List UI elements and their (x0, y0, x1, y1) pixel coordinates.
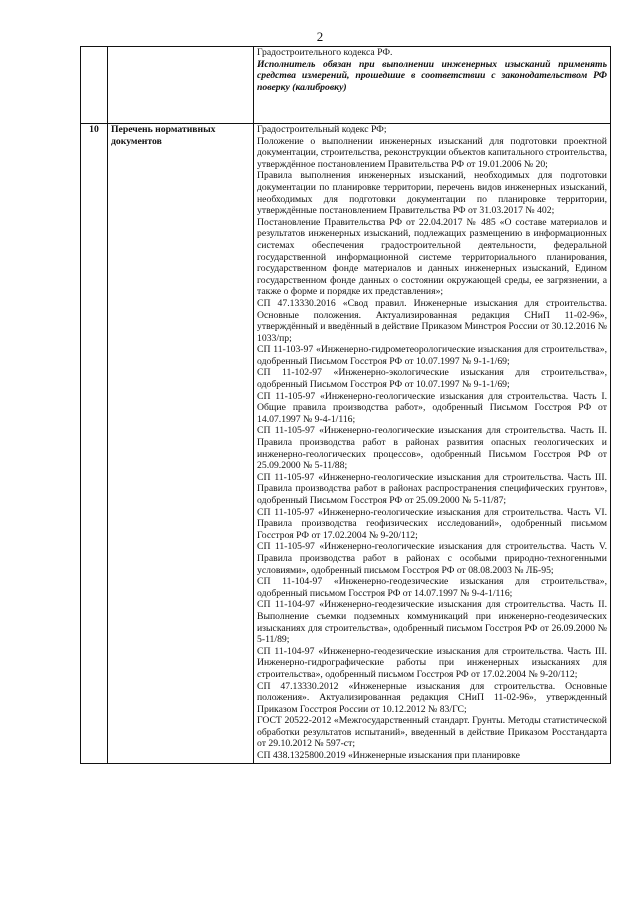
table-row-continued (81, 47, 611, 124)
document-item: СП 11-105-97 «Инженерно-геологические изыскания для строительства. Часть I. Общие правила производства работ», одобренный Письмом Госстроя РФ от 14.07.1997 № 9-4-1/116; (257, 390, 607, 425)
document-item: СП 11-102-97 «Инженерно-экологические изыскания для строительства», одобренный Письмом Госстроя РФ от 10.07.1997 № 9-1-1/69; (257, 367, 607, 391)
row-name-cell-empty (108, 47, 254, 124)
document-item: СП 47.13330.2012 «Инженерные изыскания для строительства. Основные положения». Актуализированная редакция СНиП 11-02-96», утвержденный Приказом Госстроя России от 10.12.2012 № 83/ГС; (257, 680, 607, 715)
content-line: Градостроительного кодекса РФ. (257, 47, 393, 58)
row-number: 10 (81, 124, 108, 764)
document-item: СП 47.13330.2016 «Свод правил. Инженерные изыскания для строительства. Основные положения. Актуализированная редакция СНиП 11-02-96», утверждённый и введённый в действие Приказом Минстроя России от 30.12.2016 № 1033/пр; (257, 297, 607, 344)
row-number-cell-empty (81, 47, 108, 124)
document-item: Положение о выполнении инженерных изысканий для подготовки проектной документации, строительства, реконструкции объектов капитального строительства, утверждённое постановлением Правительства РФ от 19.01.2006 № 20; (257, 135, 607, 170)
document-item: Постановление Правительства РФ от 22.04.2017 № 485 «О составе материалов и результатов инженерных изысканий, подлежащих размещению в информационных системах обеспечения градостроительной деятельности, федеральной государственной информационной системе территориального планирования, государственном фонде материалов и данных инженерных изысканий, Едином государственном фонде данных о состоянии окружающей среды, ее загрязнении, а также о форме и порядке их представления»; (257, 216, 607, 298)
document-item: СП 11-105-97 «Инженерно-геологические изыскания для строительства. Часть V. Правила производства работ в районах с особыми природно-техногенными условиями», одобренный письмом Госстроя РФ от 08.08.2003 № ЛБ-95; (257, 541, 607, 576)
document-item: СП 11-105-97 «Инженерно-геологические изыскания для строительства. Часть III. Правила производства работ в районах распространения специфических грунтов», одобренный Письмом Госстроя РФ от 25.09.2000 № 5-11/87; (257, 471, 607, 506)
page-number: 2 (316, 29, 324, 44)
document-item: Градостроительный кодекс РФ; (257, 124, 387, 135)
document-item: СП 11-103-97 «Инженерно-гидрометеорологические изыскания для строительства», одобренный Письмом Госстроя РФ от 10.07.1997 № 9-1-1/69; (257, 344, 607, 367)
measurement-requirement-text: Исполнитель обязан при выполнении инженерных изысканий применять средства измерений, прошедшие в соответствии с законодательством РФ поверку (калибровку) (257, 58, 607, 93)
normative-documents-list (254, 124, 611, 764)
requirements-table (80, 46, 611, 764)
document-item: СП 11-104-97 «Инженерно-геодезические изыскания для строительства. Часть III. Инженерно-гидрографические работы при инженерных изысканиях для строительства», одобренный письмом Госстроя РФ от 17.02.2004 № 9-20/112; (257, 645, 607, 680)
document-item: СП 11-104-97 «Инженерно-геодезические изыскания для строительства. Часть II. Выполнение съемки подземных коммуникаций при инженерно-геодезических изысканиях для строительства», одобренный письмом Госстроя РФ от 26.09.2000 № 5-11/89; (257, 599, 607, 646)
document-item: СП 438.1325800.2019 «Инженерные изыскания при планировке (257, 750, 520, 762)
document-item: СП 11-105-97 «Инженерно-геологические изыскания для строительства. Часть VI. Правила производства геофизических исследований», одобренный письмом Госстроя РФ от 17.02.2004 № 9-20/112; (257, 506, 607, 541)
document-item: Правила выполнения инженерных изысканий, необходимых для подготовки документации по планировке территории, перечень видов инженерных изысканий, необходимых для подготовки документации по планировке территории, утверждённые постановлением Правительства РФ от 31.03.2017 № 402; (257, 170, 607, 217)
table-row-10 (81, 124, 611, 764)
row-name: Перечень нормативных документов (108, 124, 254, 764)
document-item: СП 11-104-97 «Инженерно-геодезические изыскания для строительства», одобренный письмом Госстроя РФ от 14.07.1997 № 9-4-1/116; (257, 576, 607, 599)
row-content-cell (254, 47, 611, 124)
document-item: ГОСТ 20522-2012 «Межгосударственный стандарт. Грунты. Методы статистической обработки результатов испытаний», введенный в действие Приказом Росстандарта от 29.10.2012 № 597-ст; (257, 715, 607, 750)
document-item: СП 11-105-97 «Инженерно-геологические изыскания для строительства. Часть II. Правила производства работ в районах развития опасных геологических и инженерно-геологических процессов», одобренный Письмом Госстроя РФ от 25.09.2000 № 5-11/88; (257, 425, 607, 472)
